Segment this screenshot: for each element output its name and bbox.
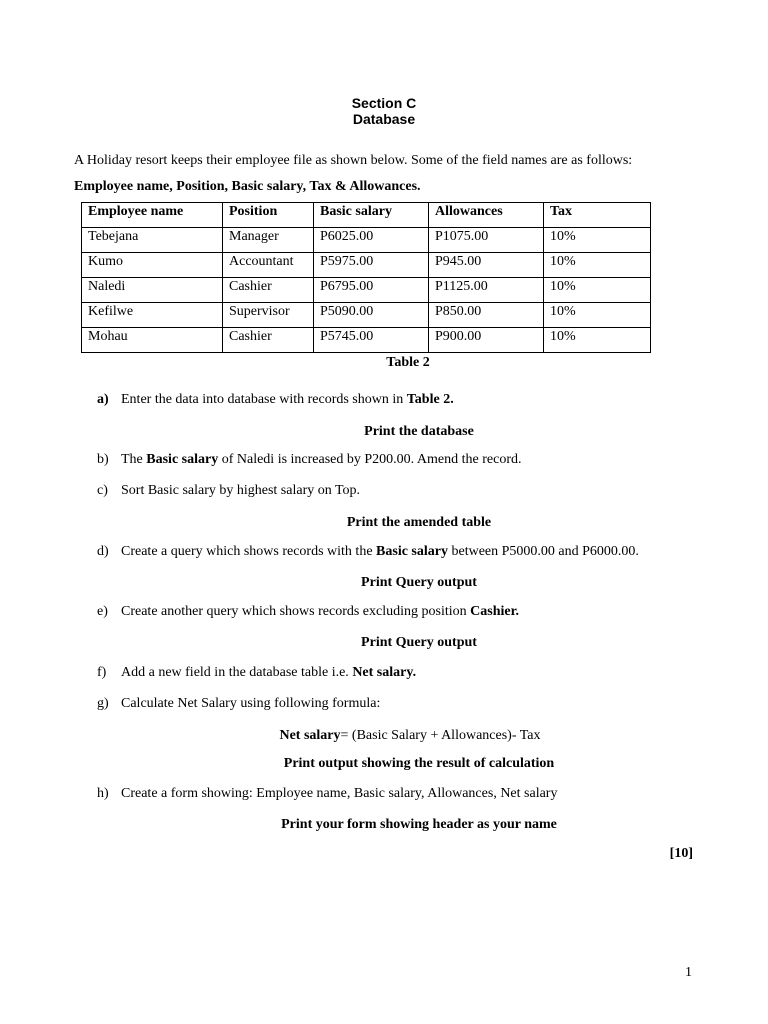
table-cell: P5975.00 (314, 253, 429, 278)
table-cell: Tebejana (82, 228, 223, 253)
table-cell: Mohau (82, 328, 223, 353)
print-instruction: Print Query output (361, 635, 477, 650)
question-d (97, 544, 639, 560)
question-g (97, 696, 380, 712)
table-cell: 10% (544, 303, 651, 328)
table-cell: Cashier (223, 278, 314, 303)
question-text: Create a form showing: Employee name, Basic salary, Allowances, Net salary (121, 786, 558, 801)
table-cell: Naledi (82, 278, 223, 303)
table-cell: P5090.00 (314, 303, 429, 328)
question-text: between P5000.00 and P6000.00. (448, 544, 639, 559)
question-text: Enter the data into database with records shown in (121, 392, 407, 407)
question-emphasis: Net salary. (352, 665, 417, 680)
table-cell: Kefilwe (82, 303, 223, 328)
question-label: f) (97, 665, 107, 680)
question-text: Sort Basic salary by highest salary on Top. (121, 483, 361, 498)
table-row (82, 303, 651, 328)
table-cell: Kumo (82, 253, 223, 278)
net-salary-formula (0, 728, 768, 744)
question-label: g) (97, 696, 109, 711)
table-cell: 10% (544, 278, 651, 303)
section-title: Section C (351, 95, 417, 111)
question-text: Create a query which shows records with the (121, 544, 377, 559)
table-header-row (82, 203, 651, 228)
question-label: d) (97, 544, 109, 559)
question-label: h) (97, 786, 109, 801)
table-cell: P945.00 (429, 253, 544, 278)
question-text: of Naledi is increased by P200.00. Amend the record. (218, 452, 522, 467)
table-cell: P6795.00 (314, 278, 429, 303)
formula-term: Net salary (279, 728, 341, 743)
question-text: The (121, 452, 147, 467)
question-text: Calculate Net Salary using following formula: (121, 696, 381, 711)
section-subtitle: Database (352, 111, 416, 127)
formula-expression: = (Basic Salary + Allowances)- Tax (340, 728, 541, 743)
table-cell: P1075.00 (429, 228, 544, 253)
table-cell: P1125.00 (429, 278, 544, 303)
print-instruction: Print the amended table (346, 515, 492, 530)
header-employee-name: Employee name (82, 203, 223, 228)
print-instruction: Print the database (364, 424, 474, 439)
print-instruction: Print your form showing header as your name (281, 817, 557, 832)
header-tax: Tax (544, 203, 651, 228)
question-emphasis: Basic salary (376, 544, 448, 559)
table-row (82, 253, 651, 278)
table-caption: Table 2 (386, 355, 430, 370)
question-emphasis: Table 2. (406, 392, 454, 407)
table-cell: 10% (544, 228, 651, 253)
question-label: b) (97, 452, 109, 467)
question-label: c) (97, 483, 108, 498)
question-c (97, 483, 360, 499)
table-cell: P5745.00 (314, 328, 429, 353)
table-cell: Cashier (223, 328, 314, 353)
employee-table (81, 202, 651, 353)
table-cell: P6025.00 (314, 228, 429, 253)
print-instruction: Print Query output (361, 575, 477, 590)
table-cell: 10% (544, 253, 651, 278)
table-cell: 10% (544, 328, 651, 353)
question-b (97, 452, 521, 468)
header-allowances: Allowances (429, 203, 544, 228)
table-cell: Supervisor (223, 303, 314, 328)
print-instruction: Print output showing the result of calculation (283, 756, 555, 771)
table-cell: P900.00 (429, 328, 544, 353)
table-row (82, 228, 651, 253)
question-label: a) (97, 392, 109, 407)
header-position: Position (223, 203, 314, 228)
question-e (97, 604, 519, 620)
header-basic-salary: Basic salary (314, 203, 429, 228)
question-text: Add a new field in the database table i.e. (121, 665, 353, 680)
question-h (97, 786, 557, 802)
page-number: 1 (685, 965, 692, 980)
field-names: Employee name, Position, Basic salary, Tax & Allowances. (74, 179, 421, 194)
table-row (82, 278, 651, 303)
question-emphasis: Basic salary (146, 452, 219, 467)
table-cell: Accountant (223, 253, 314, 278)
question-emphasis: Cashier. (470, 604, 520, 619)
question-label: e) (97, 604, 108, 619)
question-a (97, 392, 454, 408)
table-cell: P850.00 (429, 303, 544, 328)
marks-total: [10] (669, 846, 693, 861)
table-row (82, 328, 651, 353)
question-text: Create another query which shows records excluding position (121, 604, 471, 619)
intro-text: A Holiday resort keeps their employee file as shown below. Some of the field names are as follows: (74, 153, 633, 168)
table-cell: Manager (223, 228, 314, 253)
question-f (97, 665, 416, 681)
